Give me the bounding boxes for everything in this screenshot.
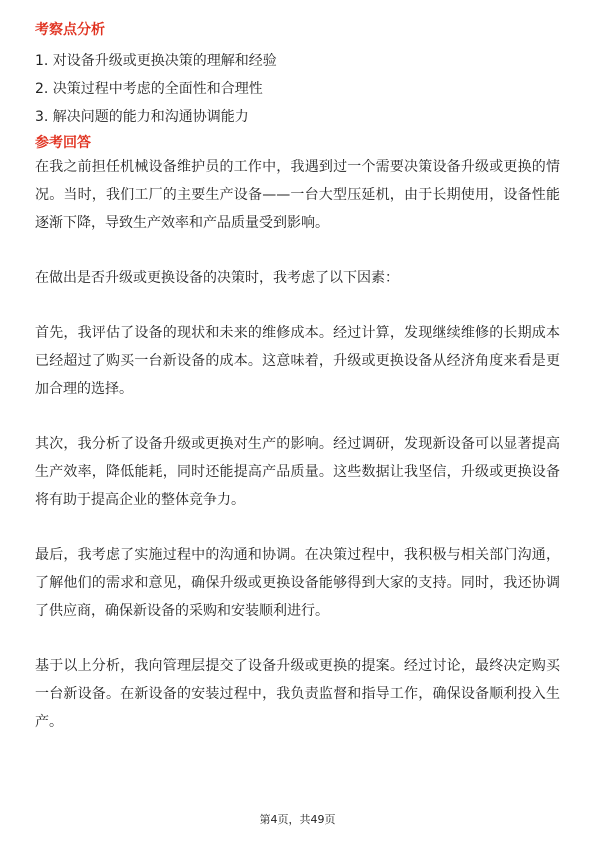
exam-points-heading: 考察点分析 <box>35 22 105 38</box>
answer-paragraph-2: 在做出是否升级或更换设备的决策时，我考虑了以下因素： <box>35 270 399 286</box>
exam-point-item-3: 3. 解决问题的能力和沟通协调能力 <box>35 109 249 125</box>
answer-paragraph-5: 最后，我考虑了实施过程中的沟通和协调。在决策过程中，我积极与相关部门沟通，了解他们的需求和意见，确保升级或更换设备能够得到大家的支持。同时，我还协调了供应商，确保新设备的采购和安装顺利进行。 <box>35 547 560 619</box>
answer-heading: 参考回答 <box>35 135 91 151</box>
document-page <box>35 20 560 736</box>
answer-paragraph-3: 首先，我评估了设备的现状和未来的维修成本。经过计算，发现继续维修的长期成本已经超过了购买一台新设备的成本。这意味着，升级或更换设备从经济角度来看是更加合理的选择。 <box>35 325 560 397</box>
exam-point-item-1: 1. 对设备升级或更换决策的理解和经验 <box>35 53 277 69</box>
exam-points-list <box>35 51 560 127</box>
page-number-footer: 第4页，共49页 <box>259 813 336 826</box>
exam-point-item-2: 2. 决策过程中考虑的全面性和合理性 <box>35 81 263 97</box>
answer-paragraph-4: 其次，我分析了设备升级或更换对生产的影响。经过调研，发现新设备可以显著提高生产效率，降低能耗，同时还能提高产品质量。这些数据让我坚信，升级或更换设备将有助于提高企业的整体竞争力。 <box>35 436 560 508</box>
answer-paragraph-6: 基于以上分析，我向管理层提交了设备升级或更换的提案。经过讨论，最终决定购买一台新设备。在新设备的安装过程中，我负责监督和指导工作，确保设备顺利投入生产。 <box>35 658 560 730</box>
answer-body <box>35 153 560 736</box>
answer-paragraph-1: 在我之前担任机械设备维护员的工作中，我遇到过一个需要决策设备升级或更换的情况。当时，我们工厂的主要生产设备——一台大型压延机，由于长期使用，设备性能逐渐下降，导致生产效率和产品质量受到影响。 <box>35 159 560 231</box>
